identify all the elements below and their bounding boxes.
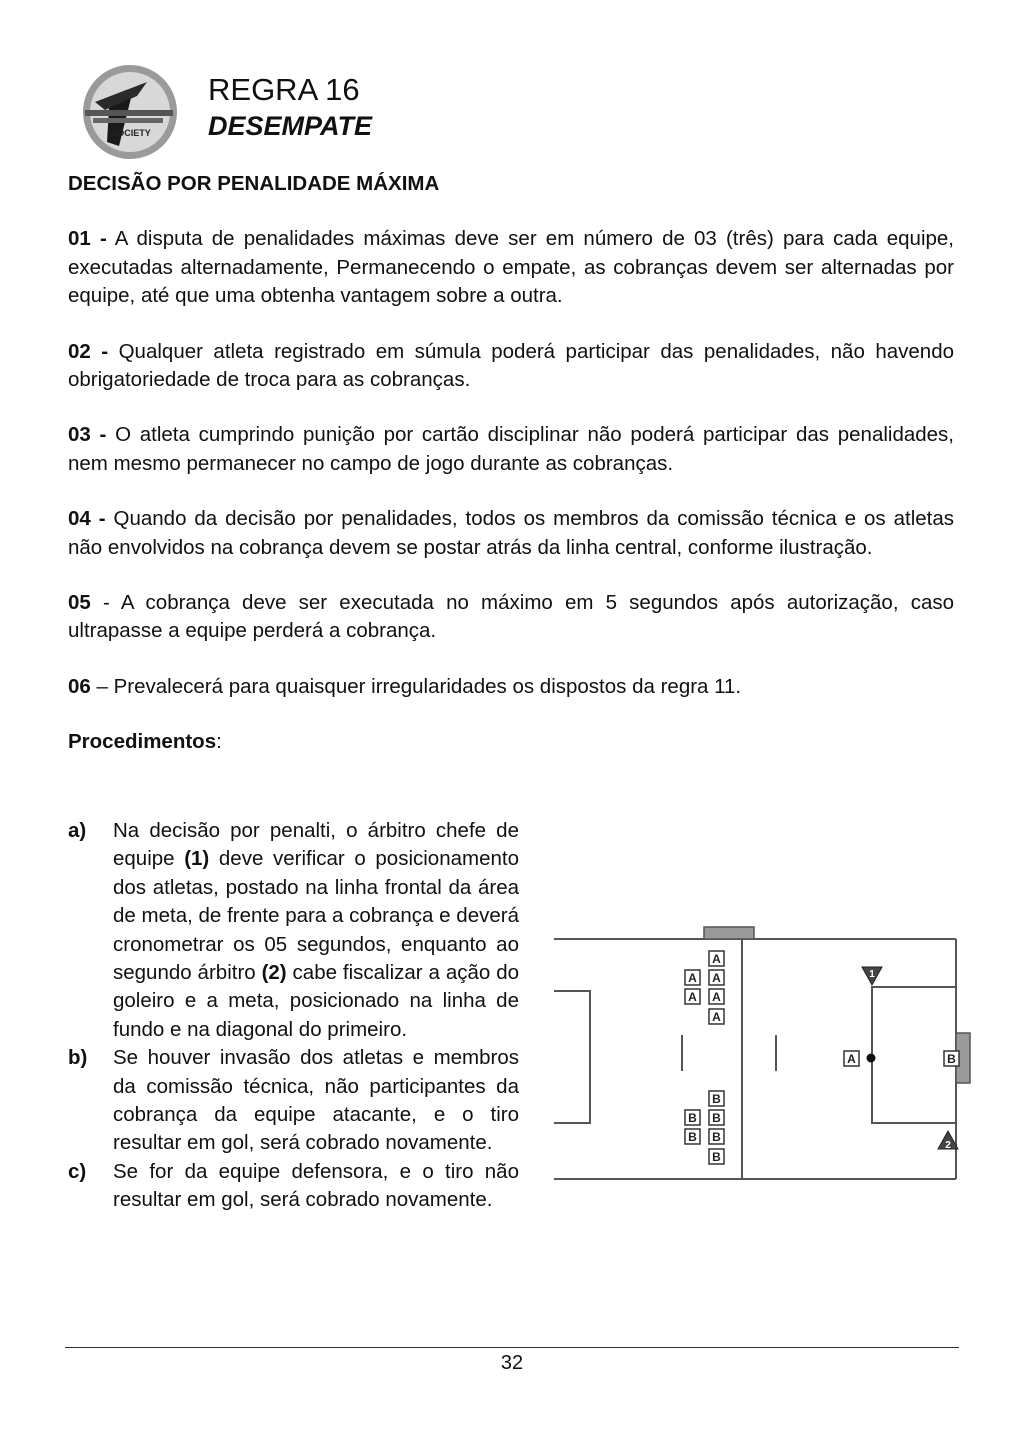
procedures-heading — [68, 728, 954, 756]
procedure-text — [113, 817, 519, 1044]
document-body — [68, 168, 954, 780]
player-b-marker — [709, 1129, 724, 1144]
svg-text:A: A — [688, 990, 697, 1004]
paragraph-02 — [68, 338, 954, 395]
center-goal-marker — [704, 927, 754, 939]
paragraph-text: Quando da decisão por penalidades, todos os membros da comissão técnica e os atletas não envolvidos na cobrança devem se postar atrás da linha central, conforme ilustração. — [68, 507, 954, 559]
player-a-marker — [709, 989, 724, 1004]
procedure-text-part: cabe fiscalizar a ação do goleiro e a meta, posicionado na linha de fundo e na diagonal do primeiro. — [113, 961, 520, 1041]
svg-text:B: B — [947, 1052, 956, 1066]
svg-text:A: A — [688, 971, 697, 985]
penalty-field-diagram — [552, 925, 972, 1187]
paragraph-number: 01 - — [68, 227, 107, 251]
rule-title: REGRA 16 — [208, 72, 360, 107]
player-b-marker — [685, 1129, 700, 1144]
kicker-a-marker — [844, 1051, 859, 1066]
left-goal-area — [554, 991, 590, 1123]
player-b-marker — [709, 1091, 724, 1106]
svg-text:A: A — [847, 1052, 856, 1066]
procedure-letter: c) — [68, 1159, 87, 1183]
procedure-item-b — [68, 1044, 519, 1158]
player-b-marker — [709, 1110, 724, 1125]
svg-text:1: 1 — [869, 969, 875, 980]
paragraph-separator: – — [90, 674, 114, 698]
procedure-text-part: Na decisão por penalti, o árbitro chefe de equipe — [113, 819, 519, 871]
paragraph-text: O atleta cumprindo punição por cartão disciplinar não poderá participar das penalidades, nem mesmo permanecer no campo de jogo durante as cobranças. — [68, 423, 955, 475]
society-logo — [75, 62, 185, 162]
paragraph-06 — [68, 673, 954, 701]
paragraph-text: Prevalecerá para quaisquer irregularidades os dispostos da regra 11. — [113, 674, 742, 698]
paragraph-number: 06 — [68, 674, 91, 698]
paragraph-05 — [68, 589, 954, 646]
procedure-text: Se houver invasão dos atletas e membros da comissão técnica, não participantes da cobrança da equipe atacante, e o tiro resultar em gol, será cobrado novamente. — [113, 1046, 519, 1155]
paragraph-number: 04 - — [68, 507, 106, 531]
svg-text:B: B — [688, 1111, 697, 1125]
paragraph-number: 03 - — [68, 423, 107, 447]
svg-text:B: B — [712, 1130, 721, 1144]
paragraph-separator: - — [90, 591, 121, 615]
referee-1-marker — [862, 967, 882, 985]
page-number: 32 — [500, 1352, 524, 1374]
paragraph-text: Qualquer atleta registrado em súmula poderá participar das penalidades, não havendo obrigatoriedade de troca para as cobranças. — [68, 339, 954, 392]
footer-divider — [65, 1347, 959, 1348]
penalty-spot — [867, 1054, 876, 1063]
procedures-list — [68, 817, 519, 1215]
procedures-colon: : — [216, 730, 222, 754]
player-a-marker — [709, 951, 724, 966]
player-a-marker — [685, 989, 700, 1004]
procedure-text-part: deve verificar o posicionamento dos atletas, postado na linha frontal da área de meta, de frente para a cobrança e deverá cronometrar os 05 segundos, enquanto ao segundo árbitro — [113, 847, 519, 985]
referee-ref-1: (1) — [184, 847, 210, 871]
procedure-item-a — [68, 817, 519, 1044]
paragraph-number: 02 - — [68, 339, 109, 363]
section-heading: DECISÃO POR PENALIDADE MÁXIMA — [68, 172, 440, 195]
svg-text:B: B — [712, 1150, 721, 1164]
svg-text:B: B — [712, 1092, 721, 1106]
svg-text:A: A — [712, 971, 721, 985]
procedure-letter: b) — [68, 1046, 88, 1070]
paragraph-number: 05 — [68, 591, 91, 615]
paragraph-text: A disputa de penalidades máximas deve ser em número de 03 (três) para cada equipe, executadas alternadamente, Permanecendo o empate, as cobranças devem ser alternadas por equipe, até que uma obtenha vantagem sobre a outra. — [68, 227, 954, 308]
svg-text:2: 2 — [945, 1140, 951, 1151]
player-a-marker — [685, 970, 700, 985]
paragraph-01 — [68, 225, 954, 310]
procedure-letter: a) — [68, 819, 87, 842]
paragraph-text: A cobrança deve ser executada no máximo em 5 segundos após autorização, caso ultrapasse a equipe perderá a cobrança. — [68, 591, 954, 643]
procedure-text: Se for da equipe defensora, e o tiro não resultar em gol, será cobrado novamente. — [113, 1159, 519, 1212]
svg-text:B: B — [688, 1130, 697, 1144]
player-a-marker — [709, 970, 724, 985]
logo-text: SOCIETY — [111, 128, 151, 138]
procedures-label: Procedimentos — [68, 730, 217, 754]
svg-text:A: A — [712, 990, 721, 1004]
procedure-item-c — [68, 1158, 519, 1215]
svg-text:A: A — [712, 1010, 721, 1024]
goalkeeper-b-marker — [944, 1051, 959, 1066]
player-b-marker — [685, 1110, 700, 1125]
rule-subtitle: DESEMPATE — [208, 111, 373, 141]
referee-ref-2: (2) — [261, 961, 287, 985]
svg-text:A: A — [712, 952, 721, 966]
paragraph-04 — [68, 505, 954, 562]
svg-text:B: B — [712, 1111, 721, 1125]
player-a-marker — [709, 1009, 724, 1024]
paragraph-03 — [68, 421, 954, 478]
player-b-marker — [709, 1149, 724, 1164]
